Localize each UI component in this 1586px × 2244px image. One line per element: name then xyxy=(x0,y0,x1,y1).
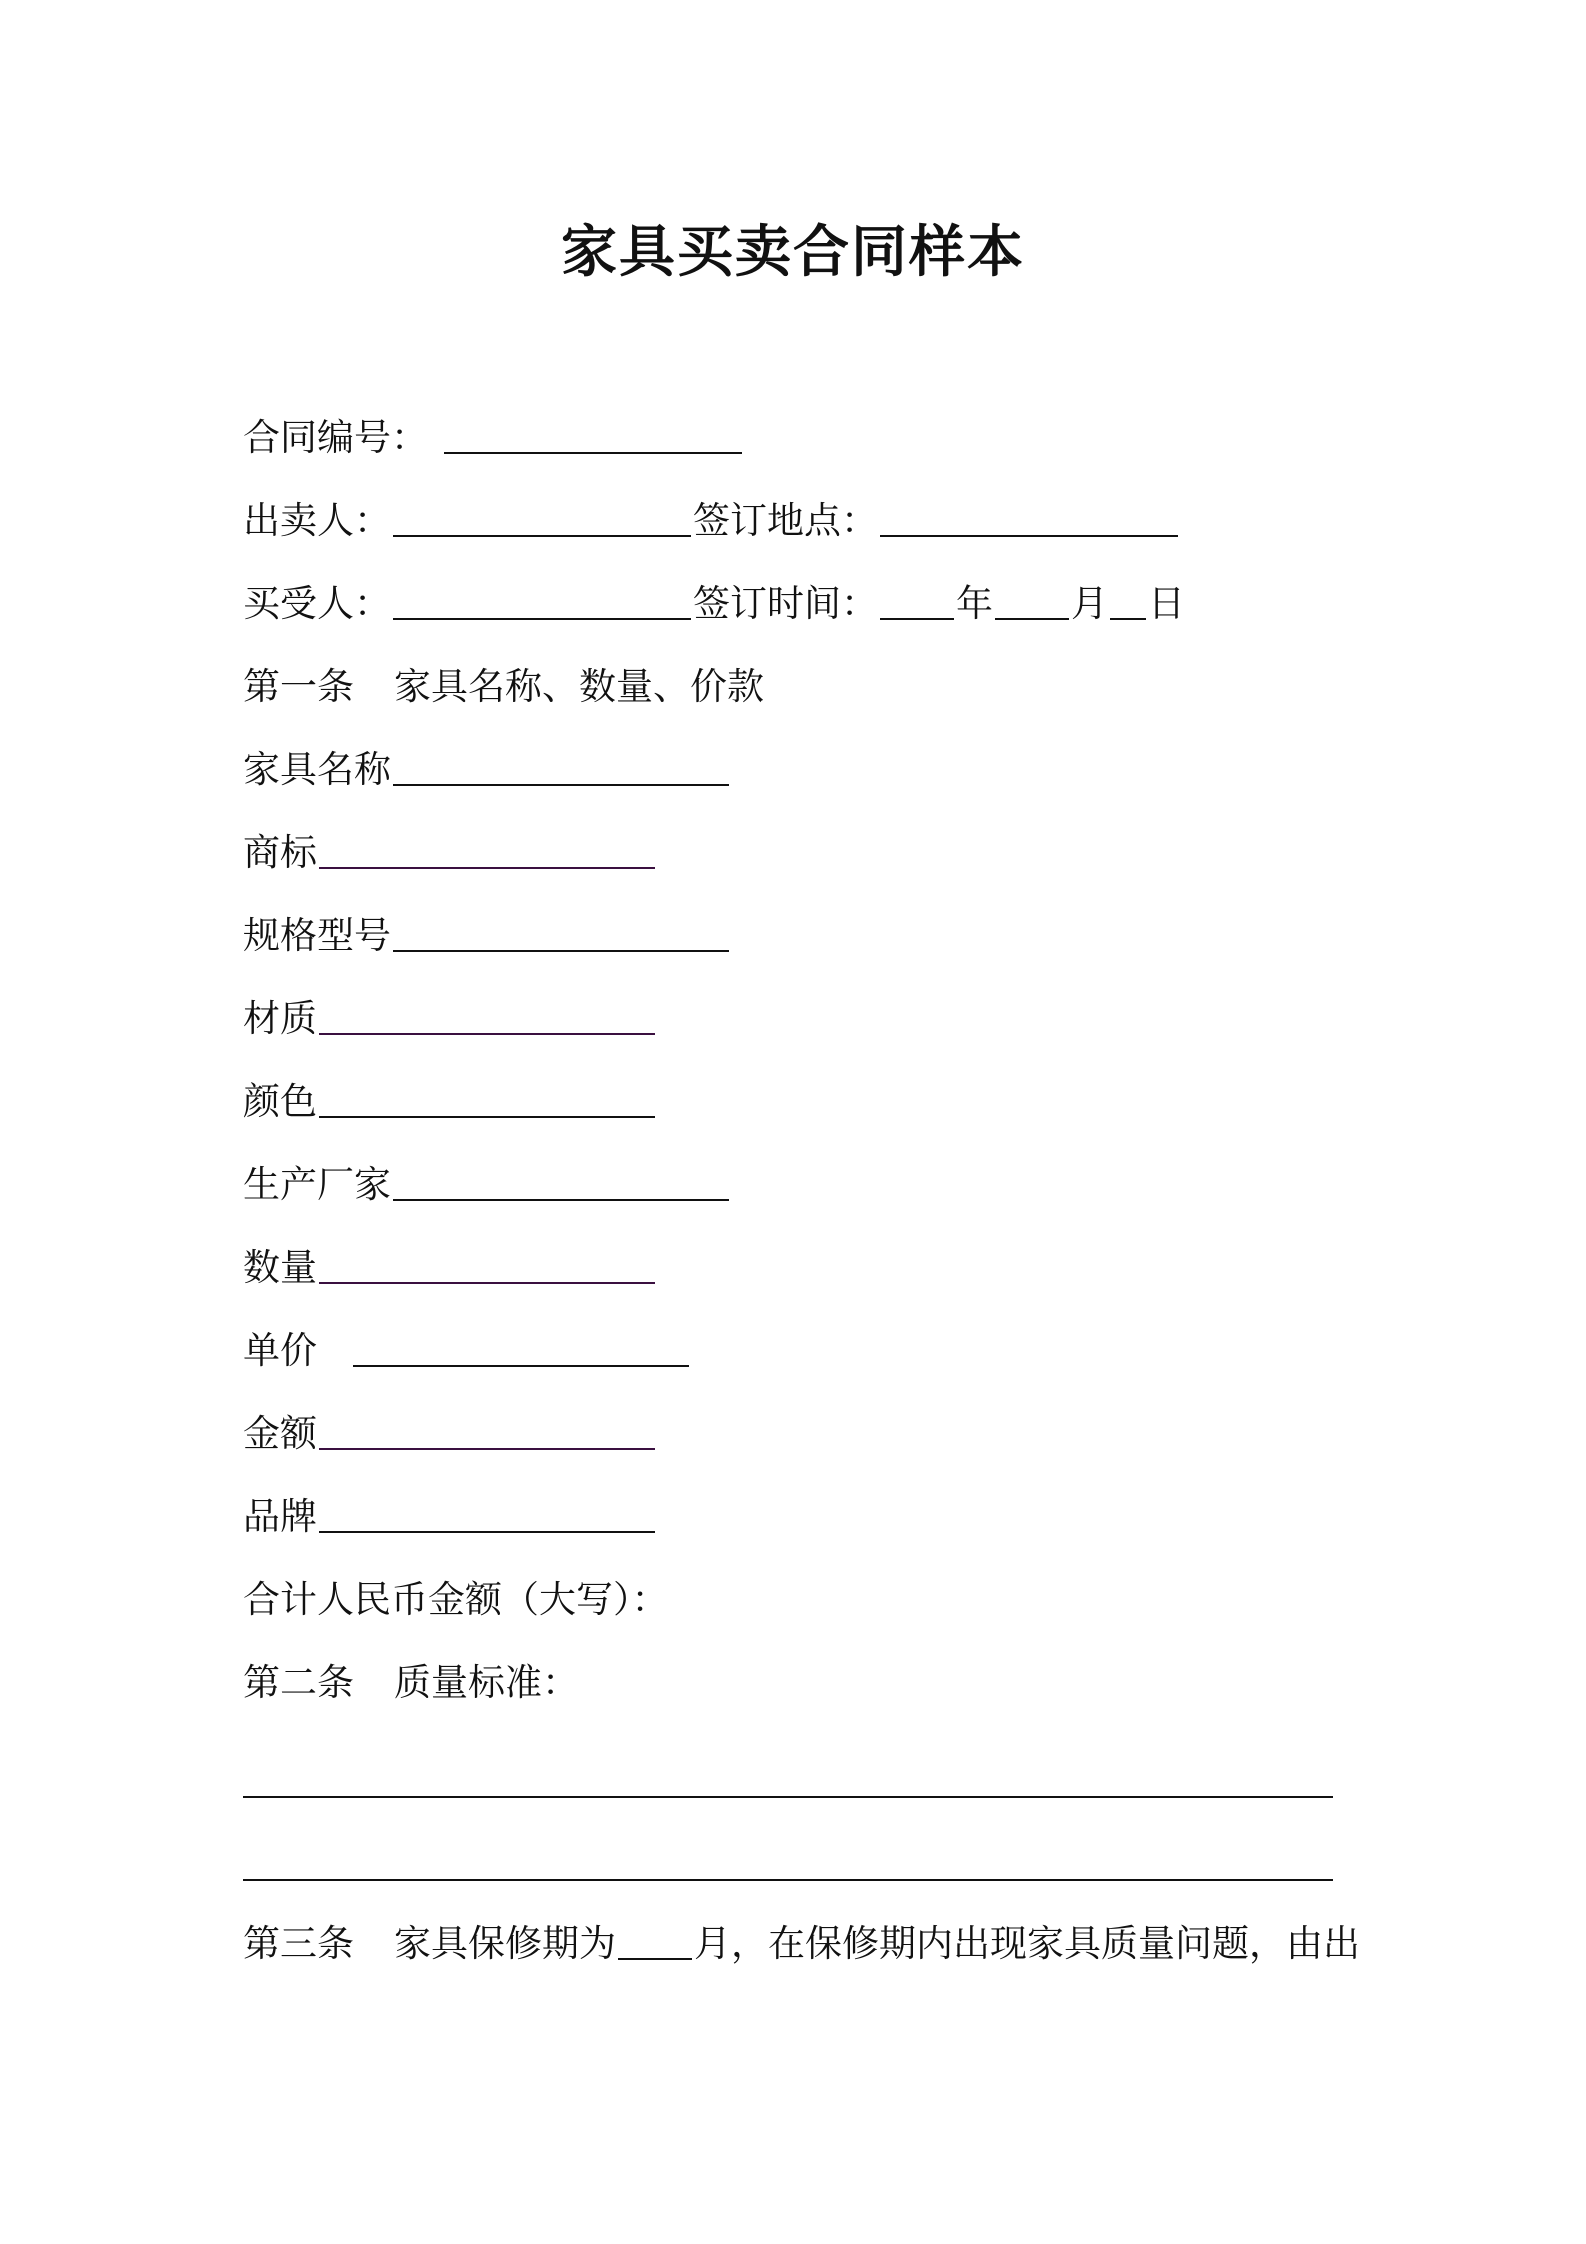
manufacturer-label: 生产厂家 xyxy=(243,1163,391,1206)
buyer-field[interactable] xyxy=(393,588,691,620)
sign-day-field[interactable] xyxy=(1110,588,1146,620)
furniture-name-row xyxy=(243,740,731,800)
quantity-row xyxy=(243,1238,657,1298)
unit-price-row xyxy=(243,1321,691,1381)
brand-row xyxy=(243,1487,657,1547)
manufacturer-row xyxy=(243,1155,731,1215)
month-label: 月 xyxy=(1071,582,1108,625)
article3-text-b: 月，在保修期内出现家具质量问题，由出 xyxy=(694,1922,1360,1965)
article3-row xyxy=(243,1914,1360,1974)
quality-standard-line-1[interactable] xyxy=(243,1796,1333,1798)
article2-heading xyxy=(243,1653,579,1713)
sign-year-field[interactable] xyxy=(880,588,954,620)
furniture-name-label: 家具名称 xyxy=(243,748,391,791)
trademark-field[interactable] xyxy=(319,837,655,869)
article1-title: 家具名称、数量、价款 xyxy=(394,665,764,708)
material-label: 材质 xyxy=(243,997,317,1040)
trademark-row xyxy=(243,823,657,883)
amount-field[interactable] xyxy=(319,1418,655,1450)
quantity-label: 数量 xyxy=(243,1246,317,1289)
article2-number: 第二条 xyxy=(243,1661,354,1704)
day-label: 日 xyxy=(1148,582,1185,625)
sign-place-field[interactable] xyxy=(880,505,1178,537)
document-title: 家具买卖合同样本 xyxy=(561,220,1025,285)
amount-row xyxy=(243,1404,657,1464)
color-field[interactable] xyxy=(319,1086,655,1118)
contract-number-field[interactable] xyxy=(444,422,742,454)
material-row xyxy=(243,989,657,1049)
trademark-label: 商标 xyxy=(243,831,317,874)
total-amount-row xyxy=(243,1570,669,1630)
unit-price-label: 单价 xyxy=(243,1329,317,1372)
sign-time-label: 签订时间： xyxy=(693,582,878,625)
sign-place-label: 签订地点： xyxy=(693,499,878,542)
brand-label: 品牌 xyxy=(243,1495,317,1538)
article3-number: 第三条 xyxy=(243,1922,354,1965)
manufacturer-field[interactable] xyxy=(393,1169,729,1201)
unit-price-field[interactable] xyxy=(353,1335,689,1367)
model-row xyxy=(243,906,731,966)
color-label: 颜色 xyxy=(243,1080,317,1123)
color-row xyxy=(243,1072,657,1132)
contract-number-row xyxy=(243,408,744,468)
total-amount-label: 合计人民币金额（大写）： xyxy=(243,1578,669,1621)
brand-field[interactable] xyxy=(319,1501,655,1533)
contract-number-label: 合同编号： xyxy=(243,416,428,459)
quantity-field[interactable] xyxy=(319,1252,655,1284)
buyer-row xyxy=(243,574,1185,634)
buyer-label: 买受人： xyxy=(243,582,391,625)
amount-label: 金额 xyxy=(243,1412,317,1455)
model-label: 规格型号 xyxy=(243,914,391,957)
sign-month-field[interactable] xyxy=(995,588,1069,620)
year-label: 年 xyxy=(956,582,993,625)
warranty-months-field[interactable] xyxy=(618,1928,692,1960)
model-field[interactable] xyxy=(393,920,729,952)
seller-label: 出卖人： xyxy=(243,499,391,542)
article1-number: 第一条 xyxy=(243,665,354,708)
material-field[interactable] xyxy=(319,1003,655,1035)
seller-field[interactable] xyxy=(393,505,691,537)
furniture-name-field[interactable] xyxy=(393,754,729,786)
article1-heading xyxy=(243,657,764,717)
article3-text-a: 家具保修期为 xyxy=(394,1922,616,1965)
quality-standard-line-2[interactable] xyxy=(243,1879,1333,1881)
seller-row xyxy=(243,491,1180,551)
article2-title: 质量标准： xyxy=(394,1661,579,1704)
